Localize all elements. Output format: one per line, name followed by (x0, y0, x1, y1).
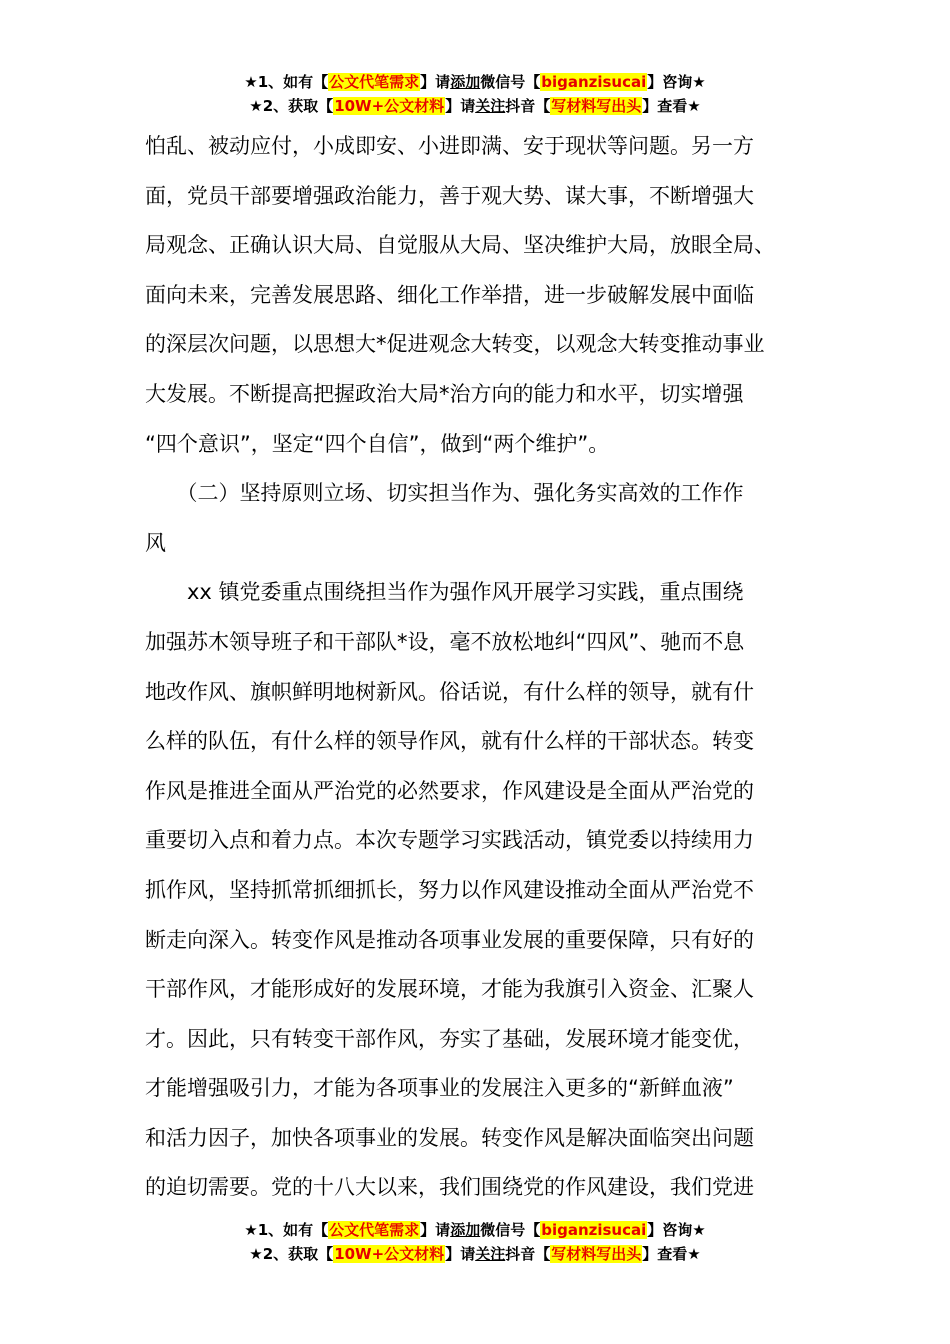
body-line: 地改作风、旗帜鲜明地树新风。俗话说，有什么样的领导，就有什 (145, 679, 754, 704)
footer-banner (0, 1218, 950, 1266)
body-line: 的迫切需要。党的十八大以来，我们围绕党的作风建设，我们党进 (145, 1175, 754, 1200)
body-line: 面，党员干部要增强政治能力，善于观大势、谋大事，不断增强大 (145, 183, 754, 208)
banner-text: 】请 (445, 1245, 476, 1263)
body-line: 么样的队伍，有什么样的领导作风，就有什么样的干部状态。转变 (145, 729, 754, 754)
body-line: 和活力因子，加快各项事业的发展。转变作风是解决面临突出问题 (145, 1125, 754, 1150)
banner-text: ★2、获取【 (249, 1245, 334, 1263)
banner-text: 微信号【 (480, 1221, 541, 1239)
body-line: 局观念、正确认识大局、自觉服从大局、坚决维护大局，放眼全局、 (145, 233, 775, 258)
body-line: 的深层次问题，以思想大*促进观念大转变，以观念大转变推动事业 (145, 332, 765, 357)
banner-highlight: biganzisucai (541, 73, 647, 91)
body-line: “四个意识”，坚定“四个自信”，做到“两个维护”。 (145, 431, 610, 456)
body-line: 才。因此，只有转变干部作风，夯实了基础，发展环境才能变优， (145, 1026, 754, 1051)
banner-text: 抖音【 (505, 97, 551, 115)
banner-highlight: 写材料写出头 (551, 97, 642, 115)
banner-text: ★2、获取【 (249, 97, 334, 115)
banner-highlight: 写材料写出头 (551, 1245, 642, 1263)
banner-line-2 (0, 1242, 950, 1266)
body-line: 加强苏木领导班子和干部队*设，毫不放松地纠“四风”、驰而不息 (145, 629, 745, 654)
banner-text: 】请 (445, 97, 476, 115)
body-line: 大发展。不断提高把握政治大局*治方向的能力和水平，切实增强 (145, 381, 744, 406)
banner-highlight: 公文代笔需求 (329, 73, 420, 91)
banner-underline: 关注 (475, 1245, 506, 1263)
banner-highlight: biganzisucai (541, 1221, 647, 1239)
body-line: 重要切入点和着力点。本次专题学习实践活动，镇党委以持续用力 (145, 828, 754, 853)
banner-underline: 关注 (475, 97, 506, 115)
banner-highlight: 10W+公文材料 (334, 1245, 445, 1263)
banner-text: 】请 (420, 73, 451, 91)
body-line: 干部作风，才能形成好的发展环境，才能为我旗引入资金、汇聚人 (145, 977, 754, 1002)
banner-underline: 添加 (450, 1221, 481, 1239)
banner-underline: 添加 (450, 73, 481, 91)
body-line: 作风是推进全面从严治党的必然要求，作风建设是全面从严治党的 (145, 778, 754, 803)
document-body (145, 122, 810, 1213)
banner-text: 微信号【 (480, 73, 541, 91)
banner-text: 】咨询★ (647, 73, 706, 91)
banner-line-1 (0, 1218, 950, 1242)
section-heading: （二）坚持原则立场、切实担当作为、强化务实高效的工作作 (145, 481, 744, 506)
banner-text: ★1、如有【 (244, 1221, 329, 1239)
body-line: 才能增强吸引力，才能为各项事业的发展注入更多的“新鲜血液” (145, 1076, 734, 1101)
banner-text: 抖音【 (505, 1245, 551, 1263)
section-heading-cont: 风 (145, 530, 166, 555)
banner-text: 】查看★ (642, 1245, 701, 1263)
header-banner (0, 70, 950, 118)
banner-text: 】请 (420, 1221, 451, 1239)
body-line: 抓作风，坚持抓常抓细抓长，努力以作风建设推动全面从严治党不 (145, 877, 754, 902)
banner-highlight: 10W+公文材料 (334, 97, 445, 115)
banner-text: 】咨询★ (647, 1221, 706, 1239)
banner-text: 】查看★ (642, 97, 701, 115)
body-line: 面向未来，完善发展思路、细化工作举措，进一步破解发展中面临 (145, 282, 754, 307)
banner-highlight: 公文代笔需求 (329, 1221, 420, 1239)
body-line: 断走向深入。转变作风是推动各项事业发展的重要保障，只有好的 (145, 927, 754, 952)
body-line: 怕乱、被动应付，小成即安、小进即满、安于现状等问题。另一方 (145, 134, 754, 158)
banner-text: ★1、如有【 (244, 73, 329, 91)
banner-line-2 (0, 94, 950, 118)
body-line: xx 镇党委重点围绕担当作为强作风开展学习实践，重点围绕 (145, 580, 744, 605)
banner-line-1 (0, 70, 950, 94)
